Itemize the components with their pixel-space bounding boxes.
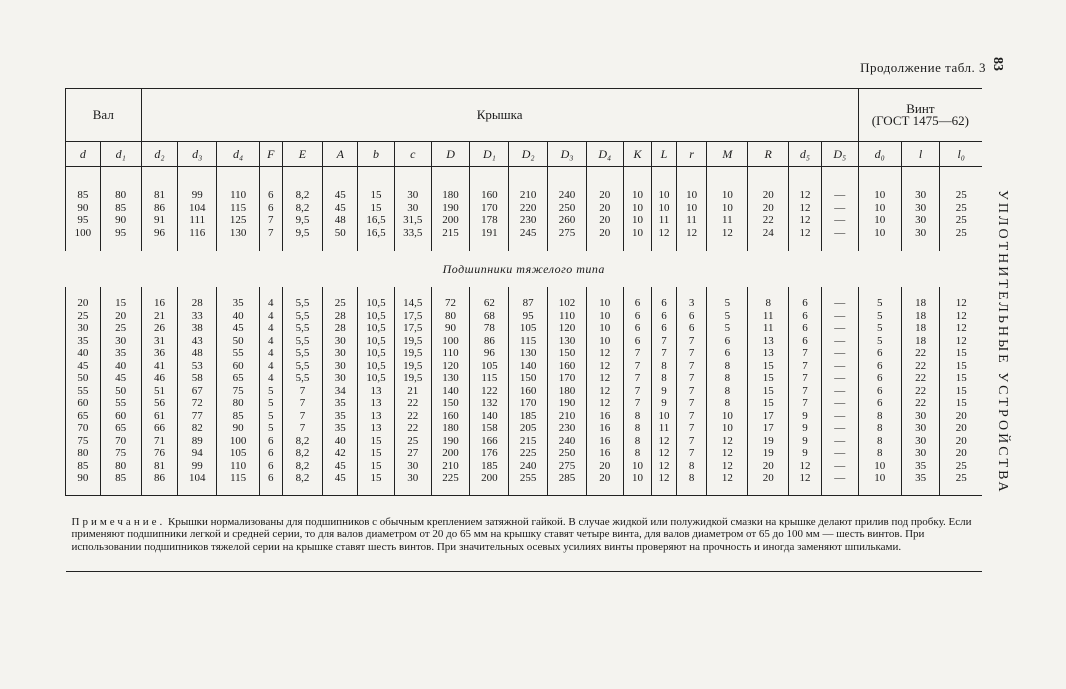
table-cell: 3 6 6 7 7 7 7 7 7 7 7 7 7 8 8 xyxy=(676,287,707,495)
table-cell: 6 6 6 6 7 7 7 7 7 9 9 9 9 12 12 xyxy=(789,287,822,495)
column-header: D₁ xyxy=(470,142,509,167)
section-row xyxy=(66,251,983,287)
column-header: D₂ xyxy=(509,142,548,167)
table-cell: 10 10 11 12 xyxy=(652,167,677,252)
column-header: c xyxy=(394,142,431,167)
column-header: K xyxy=(623,142,652,167)
table-cell: 87 95 105 115 130 140 150 160 170 185 205 215 225 240 255 xyxy=(509,287,548,495)
table-cell: 210 220 230 245 xyxy=(509,167,548,252)
table-cell: 10 10 10 10 12 12 12 12 12 16 16 16 16 20 20 xyxy=(586,287,623,495)
table-cell: 10,5 10,5 10,5 10,5 10,5 10,5 10,5 13 13 13 13 15 15 15 15 xyxy=(358,287,395,495)
column-header: E xyxy=(282,142,323,167)
table-cell: 10 10 11 12 xyxy=(707,167,748,252)
table-cell: 110 115 125 130 xyxy=(217,167,260,252)
table-row xyxy=(66,287,983,495)
dimensions-table xyxy=(65,88,982,572)
table-cell: 18 18 18 18 22 22 22 22 22 30 30 30 30 35 35 xyxy=(901,287,940,495)
table-cell: 5,5 5,5 5,5 5,5 5,5 5,5 5,5 7 7 7 7 8,2 8,2 8,2 8,2 xyxy=(282,287,323,495)
table-cell: — — — — — — — — — — — — — — — xyxy=(821,287,858,495)
table-cell: 20 25 30 35 40 45 50 55 60 65 70 75 80 85 90 xyxy=(66,287,101,495)
table-cell: 99 104 111 116 xyxy=(178,167,217,252)
table-cell: 8 11 11 13 13 15 15 15 15 17 17 19 19 20 20 xyxy=(748,287,789,495)
group-header-row xyxy=(66,89,983,142)
table-cell: 62 68 78 86 96 105 115 122 132 140 158 166 176 185 200 xyxy=(470,287,509,495)
table-cell: 4 4 4 4 4 4 4 5 5 5 5 6 6 6 6 xyxy=(260,287,282,495)
column-header: d₂ xyxy=(141,142,178,167)
table-cell: 12 12 12 12 xyxy=(789,167,822,252)
table-cell: 12 12 12 12 15 15 15 15 15 20 20 20 20 25 25 xyxy=(940,287,982,495)
table-cell: 5 5 5 6 6 8 8 8 8 10 10 12 12 12 12 xyxy=(707,287,748,495)
column-header: l₀ xyxy=(940,142,982,167)
table-cell: 8,2 8,2 9,5 9,5 xyxy=(282,167,323,252)
table-cell: 85 90 95 100 xyxy=(66,167,101,252)
column-header: F xyxy=(260,142,282,167)
column-header: D₃ xyxy=(548,142,587,167)
group-cover: Крышка xyxy=(141,89,858,142)
table-cell: 20 20 20 20 xyxy=(586,167,623,252)
column-header: M xyxy=(707,142,748,167)
table-cell: 30 30 30 30 xyxy=(901,167,940,252)
column-header: L xyxy=(652,142,677,167)
column-header: d₁ xyxy=(100,142,141,167)
column-header: D xyxy=(431,142,470,167)
table-cell: 25 28 28 30 30 30 30 34 35 35 35 40 42 45 45 xyxy=(323,287,358,495)
table-cell: 16 21 26 31 36 41 46 51 56 61 66 71 76 81 86 xyxy=(141,287,178,495)
section-title: Подшипники тяжелого типа xyxy=(442,261,605,276)
table-cell: 80 85 90 95 xyxy=(100,167,141,252)
column-header: D₄ xyxy=(586,142,623,167)
continuation-header: Продолжение табл. 3 xyxy=(860,60,986,75)
table-cell: 160 170 178 191 xyxy=(470,167,509,252)
column-header: d₀ xyxy=(858,142,901,167)
table-cell: 45 45 48 50 xyxy=(323,167,358,252)
page-number: 83 xyxy=(990,57,1005,71)
group-shaft: Вал xyxy=(66,89,142,142)
table-cell: — — — — xyxy=(821,167,858,252)
table-cell: 14,5 17,5 17,5 19,5 19,5 19,5 19,5 21 22 22 22 25 27 30 30 xyxy=(394,287,431,495)
table-cell: 15 15 16,5 16,5 xyxy=(358,167,395,252)
column-header: d₄ xyxy=(217,142,260,167)
column-header: A xyxy=(323,142,358,167)
table-cell: 35 40 45 50 55 60 65 75 80 85 90 100 105 110 115 xyxy=(217,287,260,495)
column-header: b xyxy=(358,142,395,167)
table-cell: 81 86 91 96 xyxy=(141,167,178,252)
table-cell: 240 250 260 275 xyxy=(548,167,587,252)
group-screw-standard: (ГОСТ 1475—62) xyxy=(871,113,970,128)
table-cell: 20 20 22 24 xyxy=(748,167,789,252)
column-header-row xyxy=(66,142,983,167)
side-title: УПЛОТНИТЕЛЬНЫЕ УСТРОЙСТВА xyxy=(995,190,1010,495)
column-header: l xyxy=(901,142,940,167)
note-row xyxy=(66,495,983,572)
column-header: r xyxy=(676,142,707,167)
table-cell: 15 20 25 30 35 40 45 50 55 60 65 70 75 80 85 xyxy=(100,287,141,495)
table-row xyxy=(66,167,983,252)
table-cell: 28 33 38 43 48 53 58 67 72 77 82 89 94 99 104 xyxy=(178,287,217,495)
note-text: Крышки нормализованы для подшипников с обычным креплением затяжной гайкой. В случае жидкой или полужидкой смазки на крышке делают прилив под пробку. Если применяют подшипники легкой и средней серии, то для валов диаметром от 20 до 65 мм на крышку ставят четыре винта, для валов диаметром от 65 до 100 мм — шесть винтов. При использовании подшипников тяжелой серии на крышке ставят шесть винтов. При значительных осевых усилиях винты проверяют на прочность и иногда заменяют шпильками. xyxy=(71,515,972,553)
table-cell: 6 6 6 6 7 7 7 7 7 8 8 8 8 10 10 xyxy=(623,287,652,495)
group-screw-title: Винт xyxy=(906,100,935,116)
table-cell: 6 6 6 7 7 8 8 9 9 10 11 12 12 12 12 xyxy=(652,287,677,495)
table-cell: 72 80 90 100 110 120 130 140 150 160 180 190 200 210 225 xyxy=(431,287,470,495)
note xyxy=(66,495,983,572)
table-cell: 180 190 200 215 xyxy=(431,167,470,252)
column-header: d xyxy=(66,142,101,167)
note-label: Примечание. xyxy=(71,515,166,528)
table-cell: 5 5 5 5 6 6 6 6 6 8 8 8 8 10 10 xyxy=(858,287,901,495)
table-cell: 10 10 10 10 xyxy=(623,167,652,252)
table-cell: 102 110 120 130 150 160 170 180 190 210 230 240 250 275 285 xyxy=(548,287,587,495)
table-cell: 25 25 25 25 xyxy=(940,167,982,252)
column-header: d₅ xyxy=(789,142,822,167)
table-cell: 10 10 11 12 xyxy=(676,167,707,252)
column-header: R xyxy=(748,142,789,167)
column-header: d₃ xyxy=(178,142,217,167)
table-cell: 6 6 7 7 xyxy=(260,167,282,252)
table-cell: 10 10 10 10 xyxy=(858,167,901,252)
column-header: D₅ xyxy=(821,142,858,167)
group-screw xyxy=(858,89,982,142)
table-cell: 30 30 31,5 33,5 xyxy=(394,167,431,252)
